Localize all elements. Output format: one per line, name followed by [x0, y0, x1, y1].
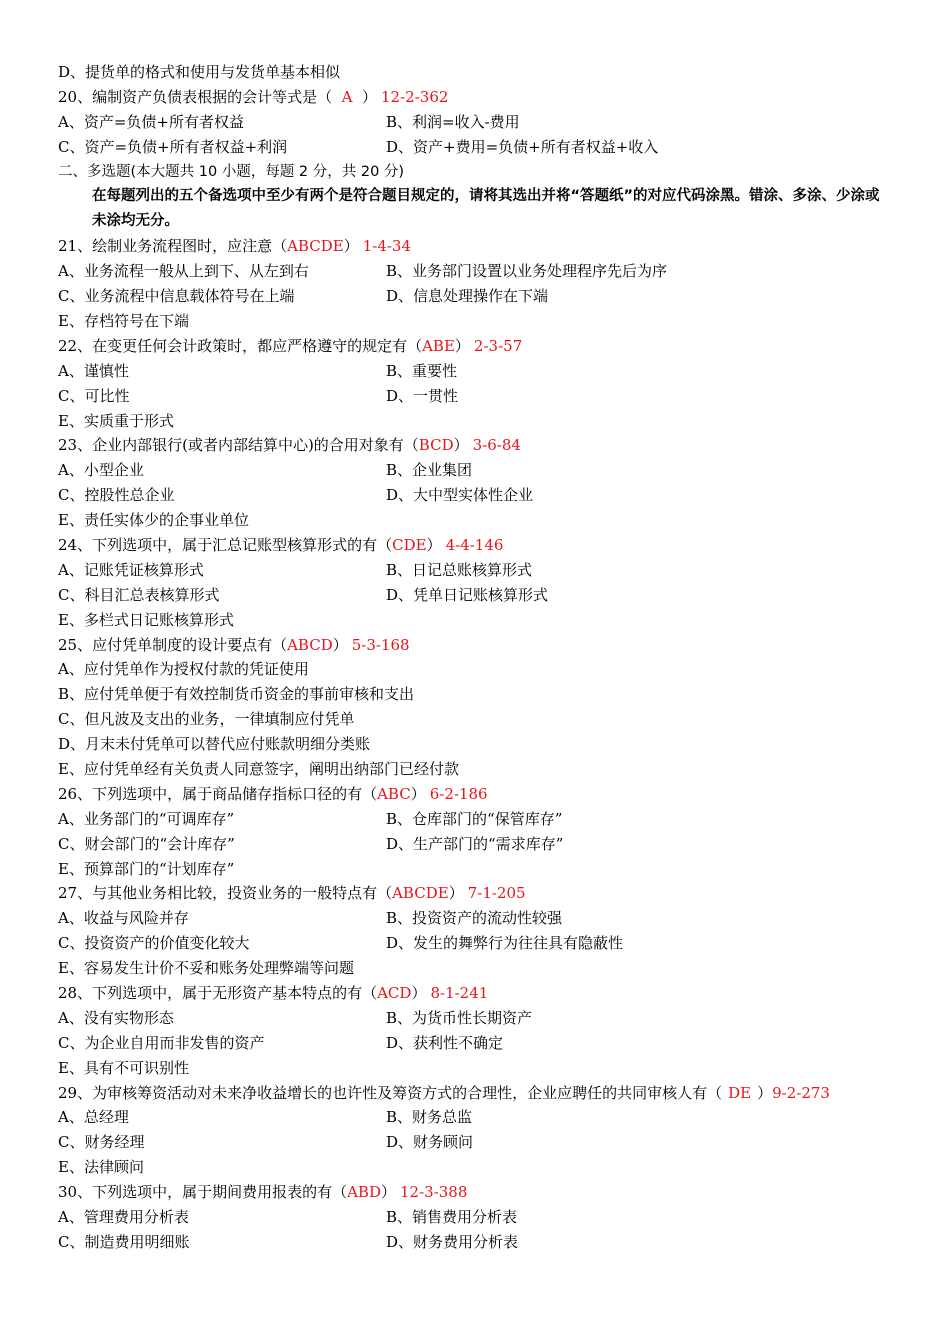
option-d: D、生产部门的“需求库存”	[386, 834, 564, 853]
option-row	[58, 1130, 894, 1155]
option-c: C、制造费用明细账	[58, 1232, 190, 1251]
question-stem: 29、为审核筹资活动对未来净收益增长的也许性及筹资方式的合理性，企业应聘任的共同审核人有（	[58, 1083, 723, 1102]
option-row	[58, 608, 894, 633]
option-a: A、应付凭单作为授权付款的凭证使用	[58, 660, 309, 679]
option-d: D、信息处理操作在下端	[386, 287, 549, 306]
option-d: D、月末未付凭单可以替代应付账款明细分类账	[58, 735, 371, 754]
option-row	[58, 807, 894, 832]
answer-key: DE	[728, 1083, 752, 1102]
option-b: B、利润=收入-费用	[386, 112, 520, 131]
option-c: C、但凡波及支出的业务，一律填制应付凭单	[58, 710, 355, 729]
option-a: A、收益与风险并存	[58, 909, 189, 928]
option-d: D、财务费用分析表	[386, 1232, 519, 1251]
answer-key: ABD	[347, 1183, 381, 1202]
answer-close: ）	[410, 784, 426, 803]
option-row	[58, 1105, 894, 1130]
option-row	[58, 508, 894, 533]
option-row	[58, 384, 894, 409]
question-26	[58, 782, 894, 807]
option-b: B、日记总账核算形式	[386, 560, 533, 579]
option-line	[58, 60, 894, 85]
reference-code: 4-4-146	[445, 535, 504, 554]
option-b: B、为货币性长期资产	[386, 1008, 533, 1027]
option-a: A、小型企业	[58, 461, 144, 480]
answer-key: ABC	[377, 784, 411, 803]
option-d: D、一贯性	[386, 386, 459, 405]
answer-close: ）	[380, 1183, 396, 1202]
reference-code: 12-2-362	[381, 87, 449, 106]
question-stem: 24、下列选项中，属于汇总记账型核算形式的有（	[58, 535, 393, 554]
option-row	[58, 657, 894, 682]
question-stem: 27、与其他业务相比较，投资业务的一般特点有（	[58, 884, 393, 903]
option-row	[58, 1056, 894, 1081]
option-c: C、科目汇总表核算形式	[58, 585, 220, 604]
option-row	[58, 309, 894, 334]
option-row	[58, 832, 894, 857]
reference-code: 3-6-84	[472, 436, 521, 455]
reference-code: 12-3-388	[400, 1183, 468, 1202]
option-row	[58, 682, 894, 707]
option-row	[58, 956, 894, 981]
option-b: B、财务总监	[386, 1108, 473, 1127]
question-stem: 20、编制资产负债表根据的会计等式是（	[58, 87, 333, 106]
reference-code: 1-4-34	[362, 237, 412, 256]
question-stem: 28、下列选项中，属于无形资产基本特点的有（	[58, 983, 378, 1002]
answer-close: ）	[362, 87, 378, 106]
question-stem: 23、企业内部银行(或者内部结算中心)的合用对象有（	[58, 436, 419, 455]
reference-code: 5-3-168	[351, 635, 410, 654]
option-c: C、业务流程中信息载体符号在上端	[58, 287, 295, 306]
option-c: C、资产=负债+所有者权益+利润	[58, 137, 288, 156]
option-row	[58, 1031, 894, 1056]
question-stem: 30、下列选项中，属于期间费用报表的有（	[58, 1183, 348, 1202]
question-stem: 21、绘制业务流程图时，应注意（	[58, 237, 288, 256]
option-c: C、可比性	[58, 386, 130, 405]
option-row	[58, 1205, 894, 1230]
answer-close: ）	[454, 336, 470, 355]
reference-code: 6-2-186	[429, 784, 488, 803]
option-e: E、实质重于形式	[58, 411, 174, 430]
section-heading: 二、多选题(本大题共 10 小题，每题 2 分，共 20 分)	[58, 163, 405, 180]
option-d: D、获利性不确定	[386, 1033, 504, 1052]
answer-key: CDE	[392, 535, 427, 554]
option-b: B、应付凭单便于有效控制货币资金的事前审核和支出	[58, 685, 415, 704]
question-23	[58, 433, 894, 458]
option-row	[58, 732, 894, 757]
option-c: C、财会部门的“会计库存”	[58, 834, 235, 853]
option-e: E、多栏式日记账核算形式	[58, 610, 234, 629]
option-c: C、财务经理	[58, 1133, 145, 1152]
answer-close: ）	[453, 436, 469, 455]
question-stem: 22、在变更任何会计政策时，都应严格遵守的规定有（	[58, 336, 423, 355]
option-row	[58, 284, 894, 309]
option-a: A、总经理	[58, 1108, 129, 1127]
question-21	[58, 234, 894, 259]
answer-key: ABCDE	[392, 884, 449, 903]
option-e: E、具有不可识别性	[58, 1058, 189, 1077]
option-b: B、投资资产的流动性较强	[386, 909, 563, 928]
option-b: B、重要性	[386, 361, 458, 380]
option-e: E、应付凭单经有关负责人同意签字，阐明出纳部门已经付款	[58, 759, 459, 778]
option-row	[58, 757, 894, 782]
option-c: C、控股性总企业	[58, 486, 175, 505]
question-25	[58, 633, 894, 658]
question-29	[58, 1081, 894, 1106]
option-e: E、容易发生计价不妥和账务处理弊端等问题	[58, 959, 354, 978]
option-d: D、发生的舞弊行为往往具有隐蔽性	[386, 934, 624, 953]
reference-code: 9-2-273	[772, 1083, 830, 1102]
option-b: B、企业集团	[386, 461, 473, 480]
option-row	[58, 906, 894, 931]
answer-close: ）	[757, 1083, 773, 1102]
option-row	[58, 857, 894, 882]
option-a: A、管理费用分析表	[58, 1208, 189, 1227]
answer-key: A	[332, 87, 362, 106]
option-row	[58, 110, 894, 135]
option-row	[58, 1155, 894, 1180]
question-22	[58, 334, 894, 359]
option-row	[58, 259, 894, 284]
option-a: A、记账凭证核算形式	[58, 560, 204, 579]
reference-code: 7-1-205	[467, 884, 526, 903]
option-a: A、没有实物形态	[58, 1008, 174, 1027]
option-e: E、存档符号在下端	[58, 311, 189, 330]
answer-close: ）	[343, 237, 359, 256]
option-row	[58, 707, 894, 732]
option-e: E、责任实体少的企事业单位	[58, 511, 249, 530]
option-row	[58, 1006, 894, 1031]
option-d: D、资产+费用=负债+所有者权益+收入	[386, 137, 659, 156]
option-row	[58, 483, 894, 508]
option-row	[58, 1230, 894, 1255]
option-row	[58, 409, 894, 434]
answer-key: ABE	[422, 336, 455, 355]
answer-key: ACD	[377, 983, 412, 1002]
question-24	[58, 533, 894, 558]
answer-close: ）	[332, 635, 348, 654]
answer-key: ABCDE	[287, 237, 344, 256]
option-row	[58, 135, 894, 160]
question-stem: 26、下列选项中，属于商品储存指标口径的有（	[58, 784, 378, 803]
option-b: B、仓库部门的“保管库存”	[386, 809, 563, 828]
option-c: C、投资资产的价值变化较大	[58, 934, 250, 953]
option-a: A、业务流程一般从上到下、从左到右	[58, 262, 309, 281]
question-28	[58, 981, 894, 1006]
option-d: D、大中型实体性企业	[386, 486, 534, 505]
answer-close: ）	[426, 535, 442, 554]
option-b: B、业务部门设置以业务处理程序先后为序	[386, 262, 668, 281]
question-27	[58, 881, 894, 906]
option-row	[58, 931, 894, 956]
reference-code: 2-3-57	[473, 336, 523, 355]
option-e: E、法律顾问	[58, 1158, 144, 1177]
option-a: A、业务部门的“可调库存”	[58, 809, 235, 828]
section-instructions: 在每题列出的五个备选项中至少有两个是符合题目规定的，请将其选出并将“答题纸”的对应代码涂黑。错涂、多涂、少涂或未涂均无分。	[92, 188, 880, 230]
question-30	[58, 1180, 894, 1205]
option-row	[58, 458, 894, 483]
question-20	[58, 85, 894, 110]
option-a: A、谨慎性	[58, 361, 129, 380]
option-d: D、财务顾问	[386, 1133, 474, 1152]
option-text: D、提货单的格式和使用与发货单基本相似	[58, 63, 341, 81]
option-c: C、为企业自用而非发售的资产	[58, 1033, 265, 1052]
question-stem: 25、应付凭单制度的设计要点有（	[58, 635, 288, 654]
option-b: B、销售费用分析表	[386, 1208, 518, 1227]
answer-close: ）	[448, 884, 464, 903]
option-a: A、资产=负债+所有者权益	[58, 112, 244, 131]
answer-key: ABCD	[287, 635, 333, 654]
reference-code: 8-1-241	[430, 983, 489, 1002]
option-d: D、凭单日记账核算形式	[386, 585, 549, 604]
option-row	[58, 558, 894, 583]
option-row	[58, 359, 894, 384]
document-page	[58, 60, 894, 1255]
option-e: E、预算部门的“计划库存”	[58, 859, 235, 878]
option-row	[58, 583, 894, 608]
answer-close: ）	[411, 983, 427, 1002]
answer-key: BCD	[418, 436, 454, 455]
